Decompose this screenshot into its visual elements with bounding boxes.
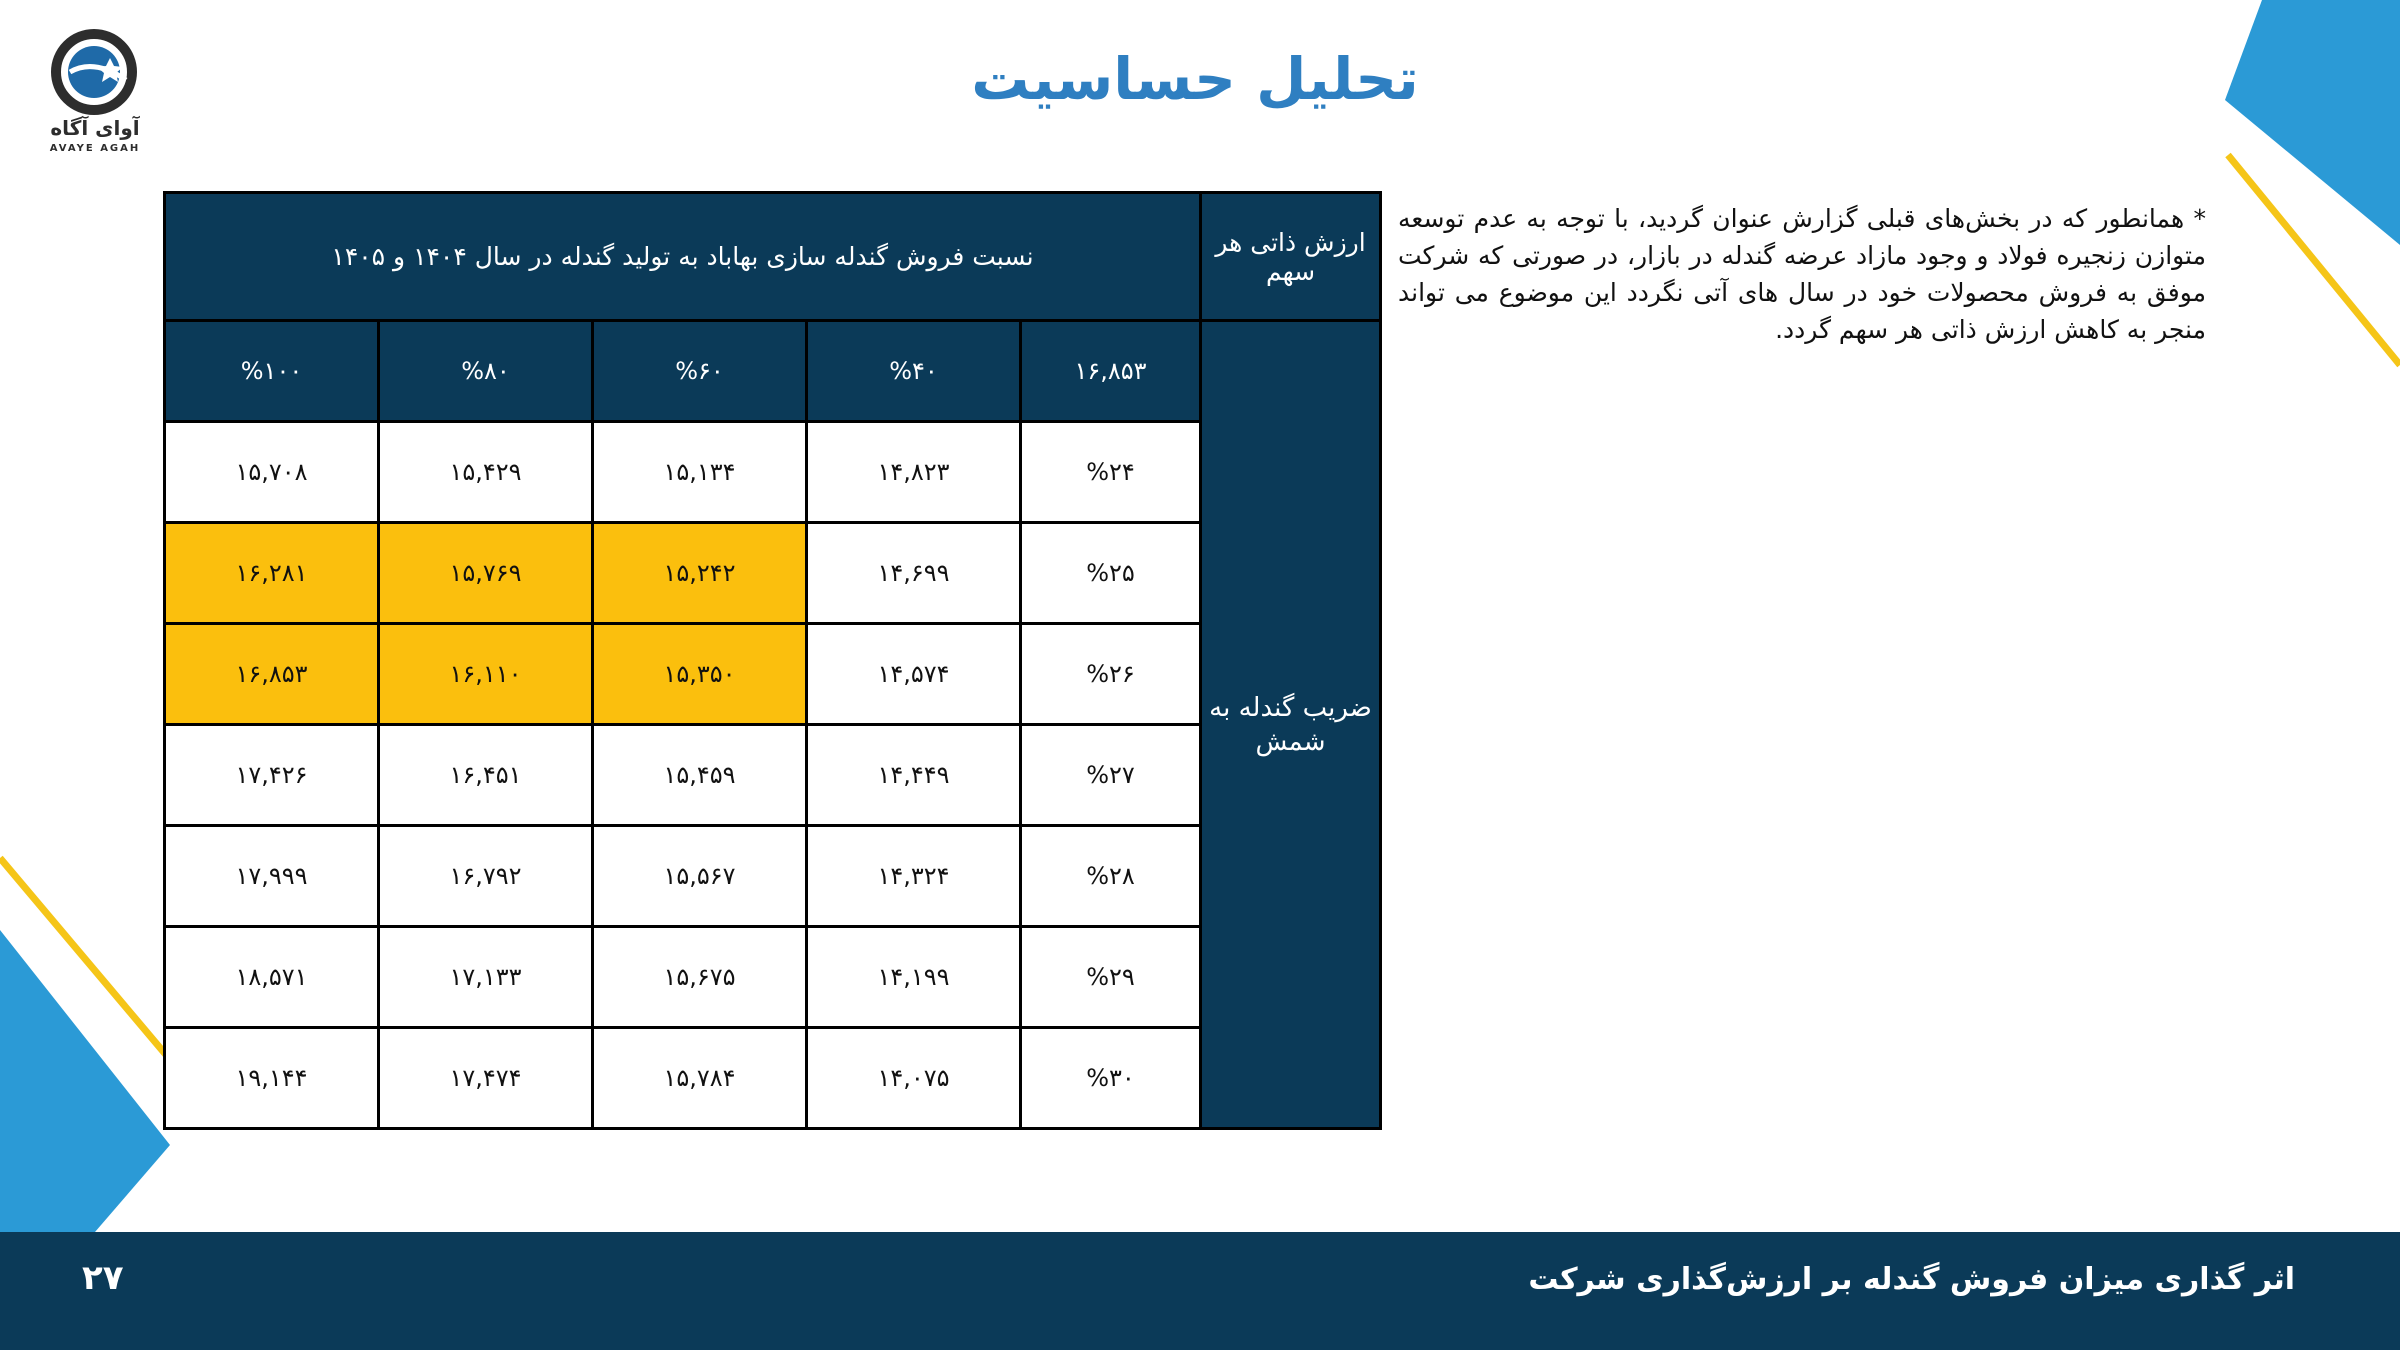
footer-bar (0, 1232, 2400, 1350)
logo-english-text: AVAYE AGAH (49, 143, 141, 154)
table-row (165, 826, 1381, 927)
row-label: %۲۷ (1021, 725, 1201, 826)
table-cell: ۱۴,۱۹۹ (807, 927, 1021, 1028)
table-row (165, 927, 1381, 1028)
column-header: %۸۰ (379, 321, 593, 422)
table-cell: ۱۵,۷۰۸ (165, 422, 379, 523)
table-cell: ۱۴,۰۷۵ (807, 1028, 1021, 1129)
logo-emblem-icon (40, 28, 150, 118)
row-label: %۲۸ (1021, 826, 1201, 927)
table-subheader-row (165, 321, 1381, 422)
row-label: %۳۰ (1021, 1028, 1201, 1129)
table-cell: ۱۷,۹۹۹ (165, 826, 379, 927)
page-number: ۲۷ (82, 1258, 124, 1298)
base-value-cell: ۱۶,۸۵۳ (1021, 321, 1201, 422)
page-title: تحلیل حساسیت (971, 45, 1419, 113)
table-cell: ۱۵,۷۸۴ (593, 1028, 807, 1129)
table-cell: ۱۸,۵۷۱ (165, 927, 379, 1028)
table-cell: ۱۴,۵۷۴ (807, 624, 1021, 725)
top-right-yellow-stripe (2228, 155, 2400, 365)
table-cell: ۱۷,۱۳۳ (379, 927, 593, 1028)
table-cell: ۱۶,۷۹۲ (379, 826, 593, 927)
logo-persian-text: آوای آگاه (50, 116, 140, 140)
table-cell: ۱۵,۷۶۹ (379, 523, 593, 624)
table-row (165, 725, 1381, 826)
row-label: %۲۹ (1021, 927, 1201, 1028)
table-cell: ۱۵,۵۶۷ (593, 826, 807, 927)
intrinsic-value-header: ارزش ذاتی هر سهم (1201, 193, 1381, 321)
bottom-left-yellow-stripe (0, 858, 172, 1062)
table-cell: ۱۴,۶۹۹ (807, 523, 1021, 624)
row-label: %۲۵ (1021, 523, 1201, 624)
table-cell: ۱۹,۱۴۴ (165, 1028, 379, 1129)
table-cell: ۱۶,۸۵۳ (165, 624, 379, 725)
table-cell: ۱۶,۴۵۱ (379, 725, 593, 826)
pellet-to-billet-ratio-label: ضریب گندله به شمش (1201, 321, 1381, 1129)
sensitivity-table (163, 191, 1382, 1130)
row-label: %۲۶ (1021, 624, 1201, 725)
column-header: %۱۰۰ (165, 321, 379, 422)
table-cell: ۱۴,۳۲۴ (807, 826, 1021, 927)
table-cell: ۱۶,۲۸۱ (165, 523, 379, 624)
table-cell: ۱۵,۳۵۰ (593, 624, 807, 725)
table-cell: ۱۴,۴۴۹ (807, 725, 1021, 826)
company-logo (40, 28, 150, 163)
table-cell: ۱۷,۴۲۶ (165, 725, 379, 826)
table-cell: ۱۷,۴۷۴ (379, 1028, 593, 1129)
table-row (165, 1028, 1381, 1129)
table-cell: ۱۵,۴۵۹ (593, 725, 807, 826)
bottom-left-blue-triangle (0, 930, 170, 1232)
table-cell: ۱۵,۴۲۹ (379, 422, 593, 523)
table-cell: ۱۵,۱۳۴ (593, 422, 807, 523)
table-cell: ۱۶,۱۱۰ (379, 624, 593, 725)
sales-ratio-header: نسبت فروش گندله سازی بهاباد به تولید گندله در سال ۱۴۰۴ و ۱۴۰۵ (165, 193, 1201, 321)
row-label: %۲۴ (1021, 422, 1201, 523)
top-right-blue-triangle (2225, 0, 2400, 245)
table-row (165, 523, 1381, 624)
footer-title: اثر گذاری میزان فروش گندله بر ارزش‌گذاری شرکت (1528, 1262, 2295, 1297)
table-header-row (165, 193, 1381, 321)
table-cell: ۱۴,۸۲۳ (807, 422, 1021, 523)
table-row (165, 422, 1381, 523)
column-header: %۶۰ (593, 321, 807, 422)
column-header: %۴۰ (807, 321, 1021, 422)
analysis-note: * همانطور که در بخش‌های قبلی گزارش عنوان گردید، با توجه به عدم توسعه متوازن زنجیره فولاد و وجود مازاد عرضه گندله در بازار، در صورتی که شرکت موفق به فروش محصولات خود در سال های آتی نگردد این موضوع می تواند منجر به کاهش ارزش ذاتی هر سهم گردد. (1398, 204, 2206, 344)
table-cell: ۱۵,۶۷۵ (593, 927, 807, 1028)
table-row (165, 624, 1381, 725)
table-cell: ۱۵,۲۴۲ (593, 523, 807, 624)
